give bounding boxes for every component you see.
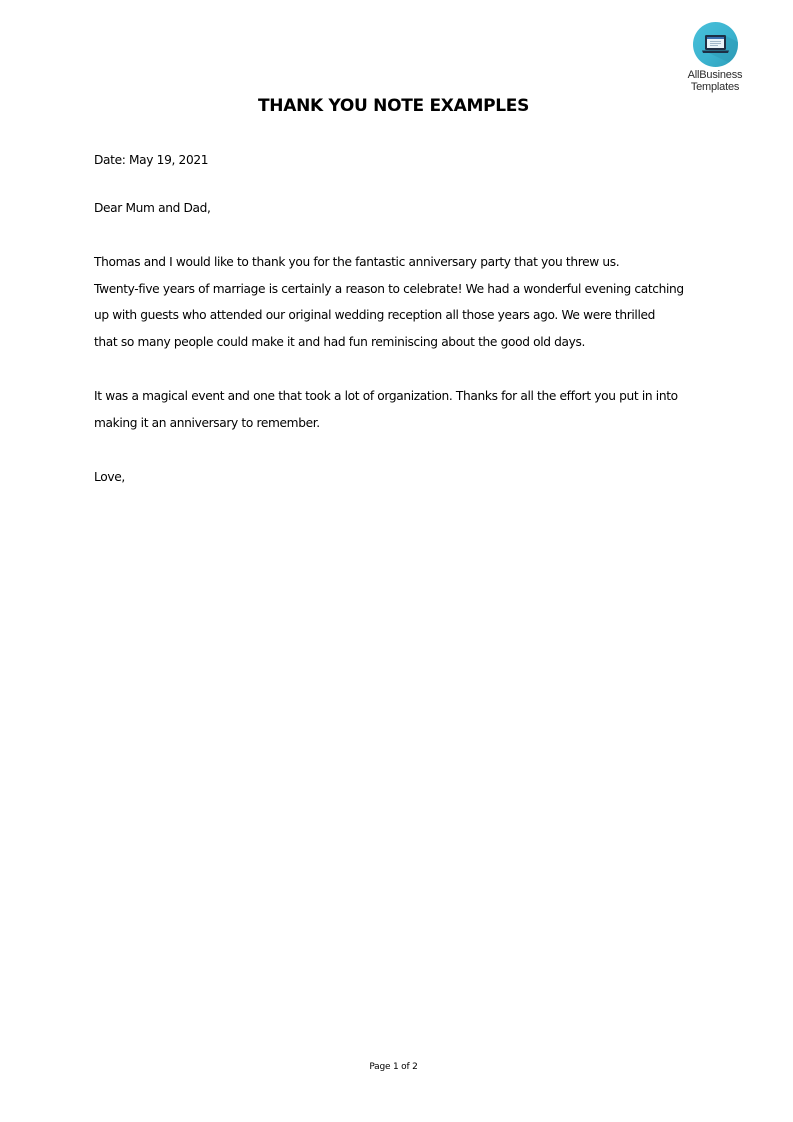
- page-number: Page 1 of 2: [369, 1062, 418, 1072]
- paragraph-line: Twenty-five years of marriage is certainly a reason to celebrate! We had a wonderful evening catching: [94, 282, 684, 296]
- logo-line-1: AllBusiness: [687, 69, 743, 81]
- closing: Love,: [94, 470, 125, 484]
- date-line: Date: May 19, 2021: [94, 153, 209, 167]
- paragraph-line: up with guests who attended our original wedding reception all those years ago. We were thrilled: [94, 308, 656, 322]
- paragraph-line: making it an anniversary to remember.: [94, 416, 320, 430]
- logo-badge: [693, 22, 738, 67]
- logo-line-2: Templates: [690, 81, 740, 93]
- logo-wordmark: [676, 69, 754, 93]
- allbusiness-templates-logo: [676, 22, 754, 93]
- salutation: Dear Mum and Dad,: [94, 201, 211, 215]
- document-title: THANK YOU NOTE EXAMPLES: [257, 96, 530, 116]
- paragraph-line: Thomas and I would like to thank you for the fantastic anniversary party that you threw us.: [94, 255, 620, 269]
- paragraph-line: that so many people could make it and had fun reminiscing about the good old days.: [94, 335, 586, 349]
- laptop-icon: [693, 22, 738, 67]
- paragraph-line: It was a magical event and one that took a lot of organization. Thanks for all the effort you put in into: [94, 389, 678, 403]
